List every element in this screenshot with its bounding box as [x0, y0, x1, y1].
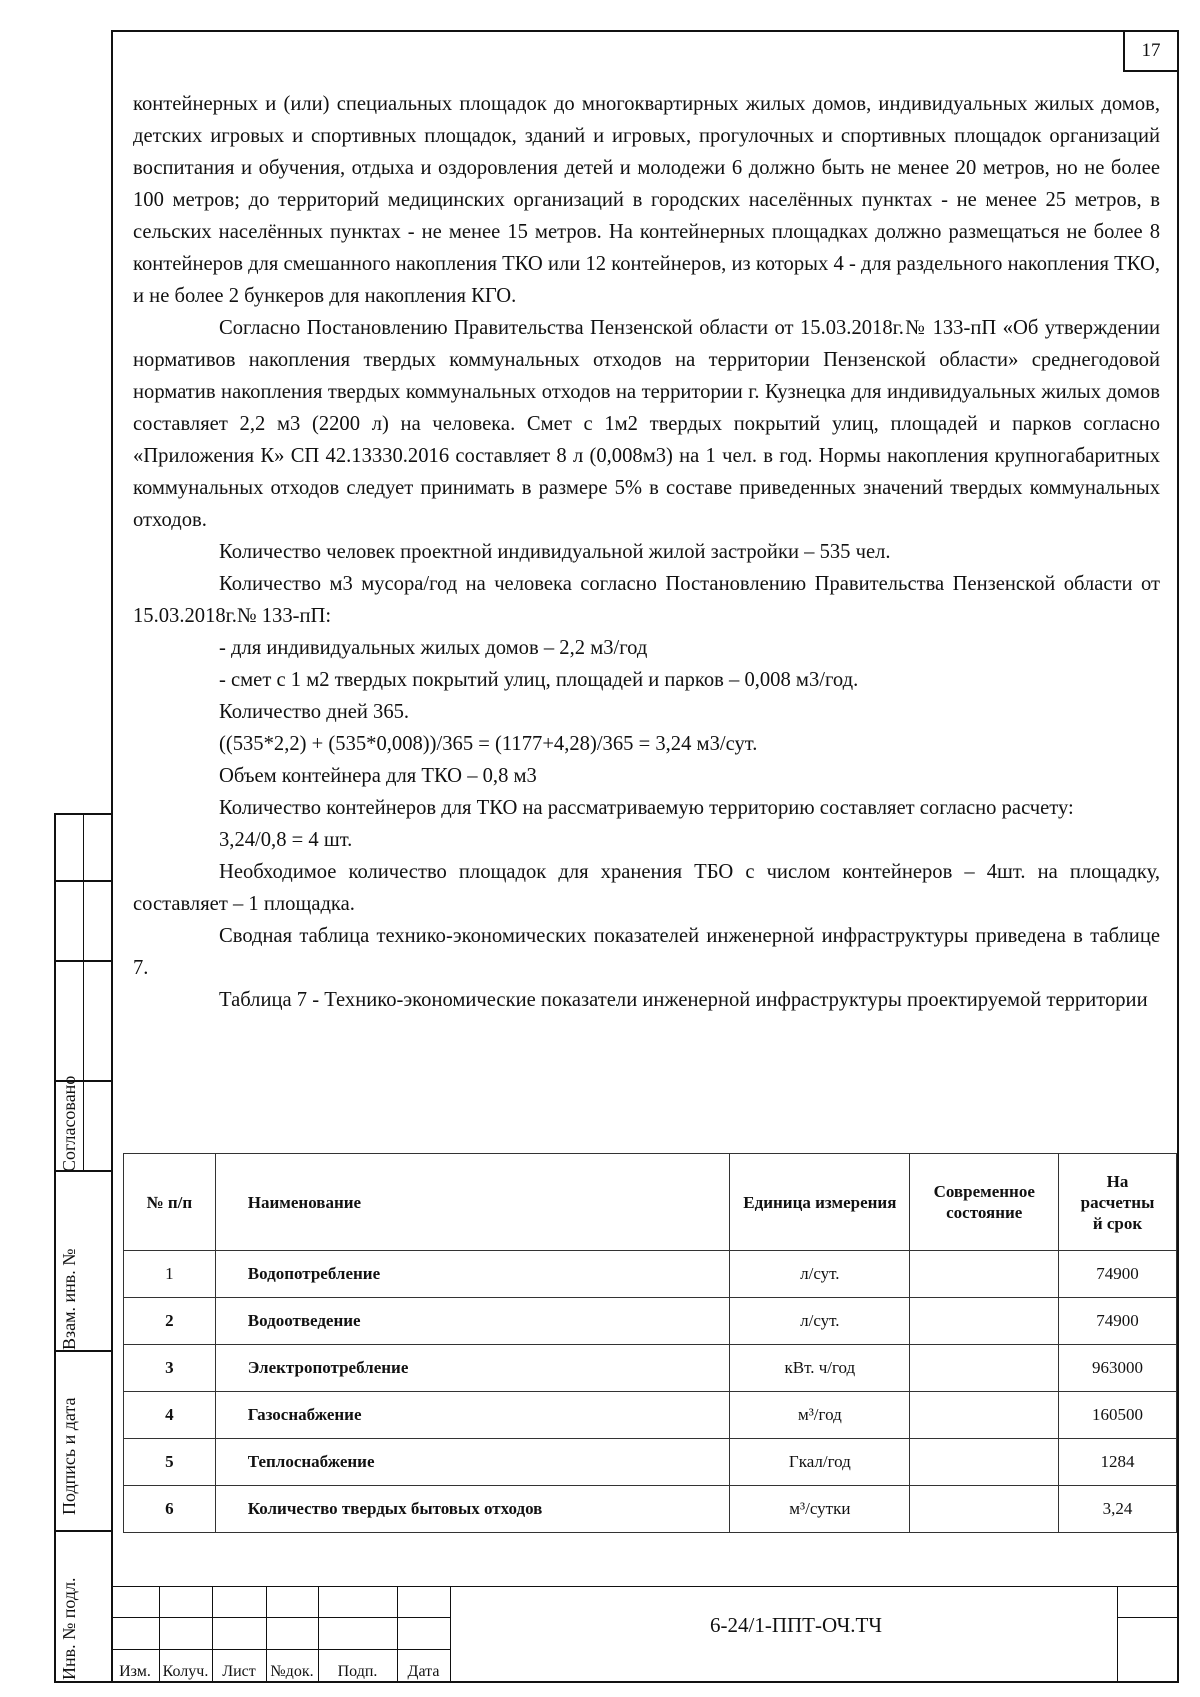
- side-label-approved: Согласовано: [59, 1075, 79, 1172]
- strip-line: [56, 1350, 113, 1352]
- approval-strip: [54, 813, 113, 1683]
- cell-num: 5: [124, 1439, 216, 1486]
- table-row: [124, 1345, 1177, 1392]
- cell-name: Количество твердых бытовых отходов: [215, 1486, 729, 1533]
- paragraph: Количество человек проектной индивидуальной жилой застройки – 535 чел.: [219, 541, 891, 563]
- cell-name: Электропотребление: [215, 1345, 729, 1392]
- tb-col-signature: Подп.: [337, 1663, 378, 1680]
- indicators-table: [123, 1153, 1177, 1533]
- header-target-line: На: [1106, 1171, 1129, 1191]
- page-frame: [111, 30, 1179, 1683]
- cell-current: [910, 1392, 1059, 1439]
- table-row: [124, 1251, 1177, 1298]
- tb-line: [111, 1586, 1179, 1587]
- cell-num: 1: [124, 1251, 216, 1298]
- header-target: [1059, 1154, 1177, 1251]
- document-code: 6-24/1-ППТ-ОЧ.ТЧ: [710, 1613, 882, 1637]
- cell-current: [910, 1439, 1059, 1486]
- header-current: Современное состояние: [910, 1154, 1059, 1251]
- formula: ((535*2,2) + (535*0,008))/365 = (1177+4,28)/365 = 3,24 м3/сут.: [219, 733, 758, 755]
- cell-name: Водопотребление: [215, 1251, 729, 1298]
- strip-line: [56, 1530, 113, 1532]
- tb-col-docnum: №док.: [270, 1663, 314, 1680]
- cell-unit: м³/год: [730, 1392, 910, 1439]
- tb-line: [450, 1586, 451, 1683]
- paragraph: Согласно Постановлению Правительства Пензенской области от 15.03.2018г.№ 133-пП «Об утверждении нормативов накопления твердых коммунальных отходов на территории Пензенской области» среднегодовой норматив накопления твердых коммунальных отходов на территории г. Кузнецка для индивидуальных жилых домов составляет 2,2 м3 (2200 л) на человека. Смет с 1м2 твердых покрытий улиц, площадей и парков согласно «Приложения К» СП 42.13330.2016 составляет 8 л (0,008м3) на 1 чел. в год. Нормы накопления крупногабаритных коммунальных отходов следует принимать в размере 5% в составе приведенных значений твердых коммунальных отходов.: [133, 317, 1160, 531]
- cell-unit: м³/сутки: [730, 1486, 910, 1533]
- header-name: Наименование: [215, 1154, 729, 1251]
- tb-col-date: Дата: [407, 1663, 440, 1680]
- tb-line: [1117, 1617, 1179, 1618]
- cell-current: [910, 1345, 1059, 1392]
- side-label-original-inv: Инв. № подл.: [59, 1577, 79, 1680]
- cell-unit: л/сут.: [730, 1251, 910, 1298]
- table-row: [124, 1486, 1177, 1533]
- side-label-signature-date: Подпись и дата: [59, 1397, 79, 1515]
- tb-col-sheet: Лист: [222, 1663, 256, 1680]
- cell-current: [910, 1486, 1059, 1533]
- cell-name: Водоотведение: [215, 1298, 729, 1345]
- cell-unit: кВт. ч/год: [730, 1345, 910, 1392]
- paragraph: - для индивидуальных жилых домов – 2,2 м3/год: [219, 637, 648, 659]
- header-unit: Единица измерения: [730, 1154, 910, 1251]
- cell-unit: л/сут.: [730, 1298, 910, 1345]
- header-target-line: расчетны: [1080, 1192, 1155, 1212]
- cell-current: [910, 1251, 1059, 1298]
- header-target-line: й срок: [1092, 1213, 1143, 1233]
- cell-num: 2: [124, 1298, 216, 1345]
- paragraph: Количество контейнеров для ТКО на рассматриваемую территорию составляет согласно расчету:: [219, 797, 1074, 819]
- tb-col-count: Колуч.: [162, 1663, 209, 1680]
- cell-target: 74900: [1059, 1298, 1177, 1345]
- paragraph: Необходимое количество площадок для хранения ТБО с числом контейнеров – 4шт. на площадку, составляет – 1 площадка.: [133, 861, 1160, 915]
- paragraph: - смет с 1 м2 твердых покрытий улиц, площадей и парков – 0,008 м3/год.: [219, 669, 859, 691]
- cell-target: 3,24: [1059, 1486, 1177, 1533]
- header-num: № п/п: [124, 1154, 216, 1251]
- cell-target: 963000: [1059, 1345, 1177, 1392]
- side-label-replacement-inv: Взам. инв. №: [59, 1248, 79, 1350]
- table-row: [124, 1298, 1177, 1345]
- strip-divider: [83, 815, 84, 1170]
- table-row: [124, 1392, 1177, 1439]
- cell-name: Теплоснабжение: [215, 1439, 729, 1486]
- paragraph: Количество дней 365.: [219, 701, 410, 723]
- table-row: [124, 1439, 1177, 1486]
- cell-target: 1284: [1059, 1439, 1177, 1486]
- cell-target: 74900: [1059, 1251, 1177, 1298]
- cell-current: [910, 1298, 1059, 1345]
- paragraph: контейнерных и (или) специальных площадок до многоквартирных жилых домов, индивидуальных жилых домов, детских игровых и спортивных площадок, зданий и игровых, прогулочных и спортивных площадок организаций воспитания и обучения, отдыха и оздоровления детей и молодежи 6 должно быть не менее 20 метров, но не более 100 метров; до территорий медицинских организаций в городских населённых пунктах - не менее 25 метров, в сельских населённых пунктах - не менее 15 метров. На контейнерных площадках должно размещаться не более 8 контейнеров для смешанного накопления ТКО или 12 контейнеров, из которых 4 - для раздельного накопления ТКО, и не более 2 бункеров для накопления КГО.: [133, 93, 1160, 307]
- table-caption: Таблица 7 - Технико-экономические показатели инженерной инфраструктуры проектируемой территории: [219, 989, 1148, 1011]
- tb-line: [111, 1617, 450, 1618]
- strip-line: [56, 880, 113, 882]
- paragraph: Сводная таблица технико-экономических показателей инженерной инфраструктуры приведена в таблице 7.: [133, 925, 1160, 979]
- strip-line: [56, 960, 113, 962]
- cell-unit: Гкал/год: [730, 1439, 910, 1486]
- paragraph: Объем контейнера для ТКО – 0,8 м3: [219, 765, 537, 787]
- formula: 3,24/0,8 = 4 шт.: [219, 829, 353, 851]
- tb-line: [1117, 1586, 1118, 1683]
- page-number: 17: [1123, 32, 1177, 72]
- table-header-row: [124, 1154, 1177, 1251]
- title-block: [111, 1586, 1179, 1683]
- cell-target: 160500: [1059, 1392, 1177, 1439]
- tb-line: [111, 1649, 450, 1650]
- paragraph: Количество м3 мусора/год на человека согласно Постановлению Правительства Пензенской области от 15.03.2018г.№ 133-пП:: [133, 573, 1160, 627]
- cell-name: Газоснабжение: [215, 1392, 729, 1439]
- cell-num: 4: [124, 1392, 216, 1439]
- body-text: [133, 88, 1160, 1016]
- cell-num: 6: [124, 1486, 216, 1533]
- cell-num: 3: [124, 1345, 216, 1392]
- tb-col-change: Изм.: [119, 1663, 151, 1680]
